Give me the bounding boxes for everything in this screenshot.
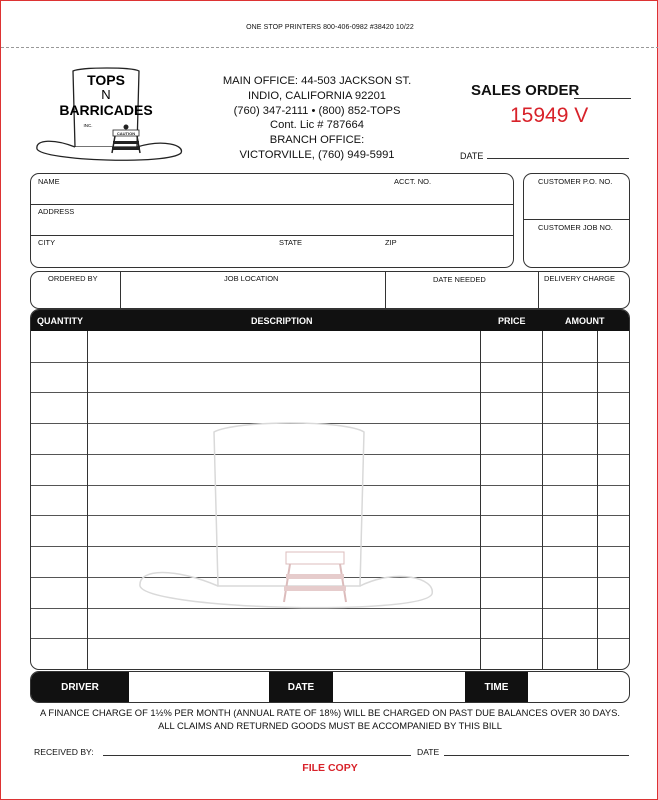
office-line: INDIO, CALIFORNIA 92201 (247, 89, 387, 102)
file-copy-label: FILE COPY (302, 762, 358, 774)
delivery-bar (30, 671, 630, 703)
date-needed-label: DATE NEEDED (433, 275, 486, 284)
finance-charge-text: A FINANCE CHARGE OF 1½% PER MONTH (ANNUAL RATE OF 18%) WILL BE CHARGED ON PAST DUE BALANCES OVER 30 DAYS. (40, 707, 620, 718)
address-label: ADDRESS (38, 207, 75, 216)
logo-line-2: N (101, 87, 111, 102)
zip-label: ZIP (385, 238, 397, 247)
order-number: 15949 V (510, 104, 589, 127)
office-line: VICTORVILLE, (760) 949-5991 (239, 148, 395, 161)
po-field-line[interactable] (524, 219, 629, 220)
items-table (30, 309, 630, 670)
quantity-header: QUANTITY (37, 316, 83, 326)
delivery-date-label: DATE (269, 672, 333, 702)
delivery-date-field[interactable] (333, 672, 465, 702)
ordered-by-label: ORDERED BY (48, 274, 98, 283)
price-header: PRICE (498, 316, 526, 326)
driver-label: DRIVER (31, 672, 129, 702)
claims-text: ALL CLAIMS AND RETURNED GOODS MUST BE ACCOMPANIED BY THIS BILL (158, 720, 502, 731)
order-info-box (30, 271, 630, 309)
received-date-label: DATE (417, 747, 440, 757)
job-location-label: JOB LOCATION (224, 274, 279, 283)
city-label: CITY (38, 238, 56, 247)
sales-order-title: SALES ORDER (471, 82, 580, 99)
received-date-field[interactable] (444, 755, 629, 756)
name-label: NAME (38, 177, 60, 186)
job-label: CUSTOMER JOB NO. (538, 223, 613, 232)
office-line: (760) 347-2111 • (800) 852-TOPS (233, 104, 401, 117)
time-field[interactable] (528, 672, 630, 702)
logo-line-3: BARRICADES (59, 102, 153, 118)
printer-line: ONE STOP PRINTERS 800-406-0982 #38420 10/22 (246, 24, 414, 31)
acct-label: ACCT. NO. (394, 177, 432, 186)
date-label: DATE (460, 151, 484, 161)
table-row-line (31, 362, 629, 363)
logo-line-1: TOPS (87, 72, 125, 88)
office-info (211, 74, 423, 163)
customer-box (30, 173, 514, 268)
table-row-line (31, 392, 629, 393)
logo-inc: INC. (83, 123, 93, 128)
driver-field[interactable] (129, 672, 269, 702)
time-label: TIME (465, 672, 528, 702)
watermark-logo (136, 418, 436, 618)
description-header: DESCRIPTION (251, 316, 313, 326)
barricade-sign-text: CAUTION (116, 131, 136, 136)
office-line: Cont. Lic # 787664 (270, 119, 364, 132)
sales-order-title-line (574, 98, 631, 99)
delivery-charge-label: DELIVERY CHARGE (544, 274, 615, 283)
customer-ref-box (523, 173, 630, 268)
office-line: MAIN OFFICE: 44-503 JACKSON ST. (222, 75, 412, 87)
office-line: BRANCH OFFICE: (269, 134, 365, 147)
po-label: CUSTOMER P.O. NO. (538, 177, 613, 186)
name-field-line[interactable] (31, 204, 513, 205)
perforation-line (1, 47, 658, 48)
address-field-line[interactable] (31, 235, 513, 236)
state-label: STATE (279, 238, 303, 247)
company-logo (31, 65, 191, 165)
table-row-line (31, 638, 629, 639)
amount-header: AMOUNT (565, 316, 605, 326)
received-by-label: RECEIVED BY: (34, 747, 94, 757)
received-by-field[interactable] (103, 755, 411, 756)
items-header (31, 310, 629, 331)
date-field[interactable] (487, 158, 629, 159)
